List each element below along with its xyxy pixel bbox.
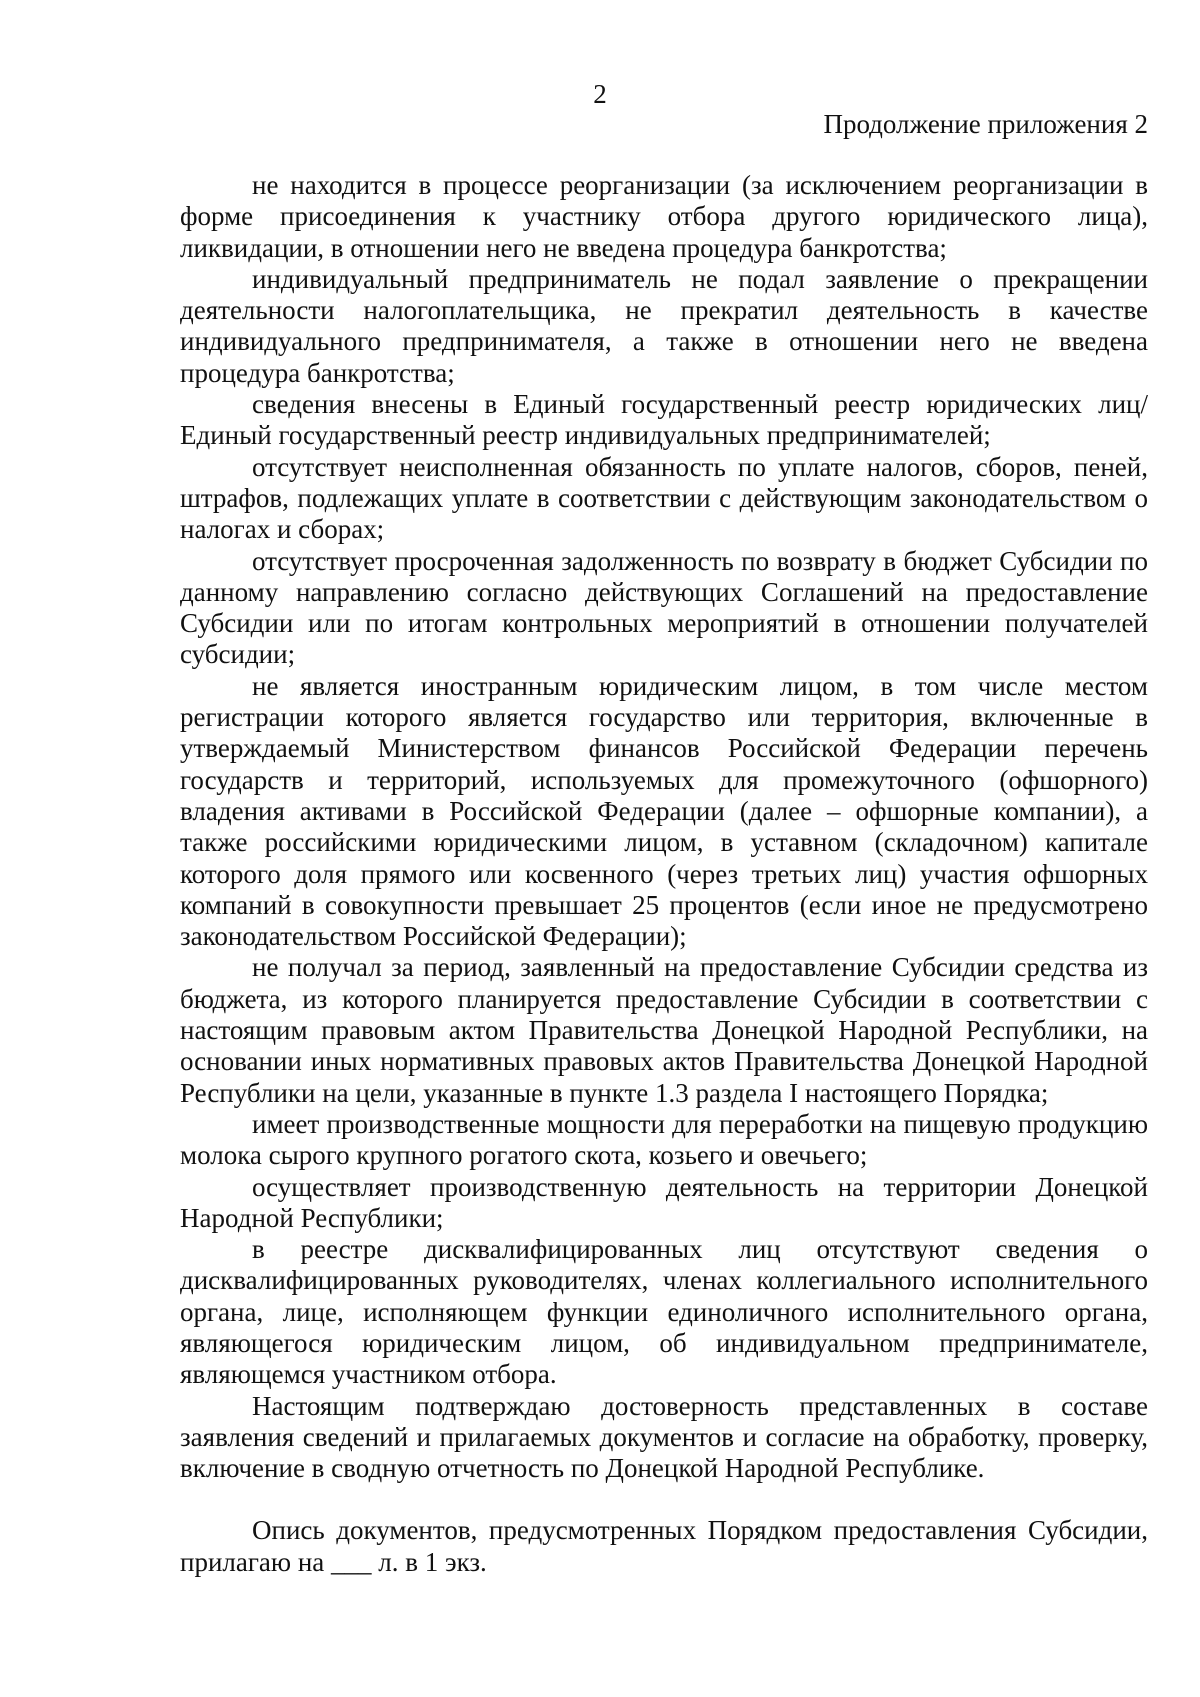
paragraph-overdue-debt: отсутствует просроченная задолженность по возврату в бюджет Субсидии по данному направлению согласно действующих Соглашений на предоставление Субсидии или по итогам контрольных мероприятий в отношении получателей субсидии;: [180, 545, 1148, 670]
paragraph-disqualification-register: в реестре дисквалифицированных лиц отсутствуют сведения о дисквалифицированных руководителях, членах коллегиального исполнительного органа, лице, исполняющем функции единоличного исполнительного органа, являющегося юридическим лицом, об индивидуальном предпринимателе, являющемся участником отбора.: [180, 1234, 1148, 1390]
paragraph-tax-obligations: отсутствует неисполненная обязанность по уплате налогов, сборов, пеней, штрафов, подлежащих уплате в соответствии с действующим законодательством о налогах и сборах;: [180, 451, 1148, 545]
paragraph-entrepreneur-status: индивидуальный предприниматель не подал заявление о прекращении деятельности налогоплательщика, не прекратил деятельность в качестве индивидуального предпринимателя, а также в отношении него не введена процедура банкротства;: [180, 263, 1148, 388]
page-number: 2: [593, 79, 607, 109]
paragraph-budget-funds: не получал за период, заявленный на предоставление Субсидии средства из бюджета, из которого планируется предоставление Субсидии в соответствии с настоящим правовым актом Правительства Донецкой Народной Республики, на основании иных нормативных правовых актов Правительства Донецкой Народной Республики на цели, указанные в пункте 1.3 раздела I настоящего Порядка;: [180, 952, 1148, 1108]
paragraph-confirmation: Настоящим подтверждаю достоверность представленных в составе заявления сведений и прилагаемых документов и согласие на обработку, проверку, включение в сводную отчетность по Донецкой Народной Республике.: [180, 1390, 1148, 1484]
paragraph-state-register: сведения внесены в Единый государственный реестр юридических лиц/ Единый государственный реестр индивидуальных предпринимателей;: [180, 389, 1148, 451]
document-body: [180, 170, 1148, 1578]
paragraph-offshore: не является иностранным юридическим лицом, в том числе местом регистрации которого является государство или территория, включенные в утверждаемый Министерством финансов Российской Федерации перечень государств и территорий, используемых для промежуточного (офшорного) владения активами в Российской Федерации (далее – офшорные компании), а также российскими юридическими лицом, в уставном (складочном) капитале которого доля прямого или косвенного (через третьих лиц) участия офшорных компаний в совокупности превышает 25 процентов (если иное не предусмотрено законодательством Российской Федерации);: [180, 670, 1148, 952]
paragraph-production-capacity: имеет производственные мощности для переработки на пищевую продукцию молока сырого крупного рогатого скота, козьего и овечьего;: [180, 1108, 1148, 1171]
paragraph-attachment-note: Опись документов, предусмотренных Порядком предоставления Субсидии, прилагаю на ___ л. в 1 экз.: [180, 1515, 1148, 1577]
appendix-continuation-label: Продолжение приложения 2: [823, 109, 1148, 139]
paragraph-territory: осуществляет производственную деятельность на территории Донецкой Народной Республики;: [180, 1171, 1148, 1233]
paragraph-reorganization: не находится в процессе реорганизации (за исключением реорганизации в форме присоединения к участнику отбора другого юридического лица), ликвидации, в отношении него не введена процедура банкротства;: [180, 170, 1148, 263]
